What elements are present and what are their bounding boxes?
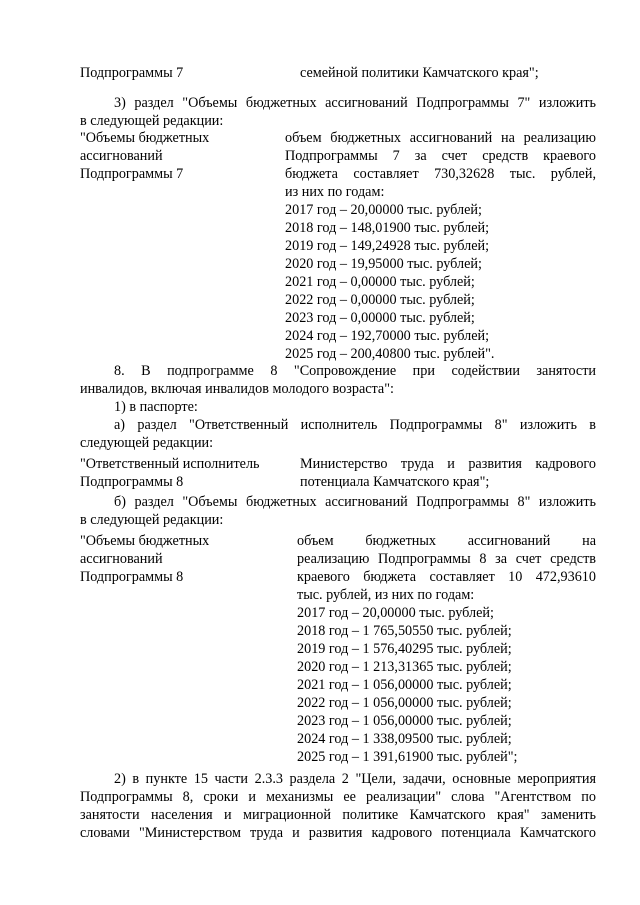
paragraph-item-3-cont: в следующей редакции: [80,113,224,129]
table-cell-left: Подпрограммы 7 [80,65,184,81]
paragraph-item-8-2-line: словами "Министерством труда и развития кадрового потенциала Камчатского [80,825,596,841]
table8b-right-line: 2024 год – 1 338,09500 тыс. рублей; [297,731,512,747]
table7-right-line: 2020 год – 19,95000 тыс. рублей; [285,256,482,272]
table-cell-right: семейной политики Камчатского края"; [300,65,539,81]
paragraph-item-3: 3) раздел "Объемы бюджетных ассигнований Подпрограммы 7" изложить [114,95,596,111]
table7-left-line: Подпрограммы 7 [80,166,184,182]
table8b-right-line: объем бюджетных ассигнований на [297,533,596,549]
paragraph-item-8-a-cont: следующей редакции: [80,435,214,451]
table7-right-line: из них по годам: [285,184,385,200]
table7-right-line: 2023 год – 0,00000 тыс. рублей; [285,310,475,326]
table7-right-line: 2024 год – 192,70000 тыс. рублей; [285,328,490,344]
table8b-left-line: Подпрограммы 8 [80,569,184,585]
table8b-right-line: реализацию Подпрограммы 8 за счет средств [297,551,596,567]
table8b-left-line: ассигнований [80,551,163,567]
table8b-left-line: "Объемы бюджетных [80,533,210,549]
paragraph-item-8-2: 2) в пункте 15 части 2.3.3 раздела 2 "Цели, задачи, основные мероприятия [114,771,596,787]
table7-right-line: 2017 год – 20,00000 тыс. рублей; [285,202,482,218]
paragraph-item-8-2-line: занятости населения и миграционной политике Камчатского края" заменить [80,807,596,823]
table7-right-line: бюджета составляет 730,32628 тыс. рублей, [285,166,596,182]
table8b-right-line: 2025 год – 1 391,61900 тыс. рублей"; [297,749,518,765]
table7-left-line: ассигнований [80,148,163,164]
table8a-right-line: потенциала Камчатского края"; [300,474,490,490]
table7-right-line: 2018 год – 148,01900 тыс. рублей; [285,220,490,236]
table8a-left-line: "Ответственный исполнитель [80,456,260,472]
table8a-left-line: Подпрограммы 8 [80,474,184,490]
paragraph-item-8: 8. В подпрограмме 8 "Сопровождение при содействии занятости [114,363,596,379]
paragraph-item-8-a: а) раздел "Ответственный исполнитель Подпрограммы 8" изложить в [114,417,596,433]
paragraph-item-8-1: 1) в паспорте: [114,399,198,415]
table7-right-line: 2025 год – 200,40800 тыс. рублей". [285,346,495,362]
table8b-right-line: 2018 год – 1 765,50550 тыс. рублей; [297,623,512,639]
table8b-right-line: 2023 год – 1 056,00000 тыс. рублей; [297,713,512,729]
paragraph-item-8-cont: инвалидов, включая инвалидов молодого возраста": [80,381,394,397]
table8b-right-line: тыс. рублей, из них по годам: [297,587,475,603]
table7-right-line: 2021 год – 0,00000 тыс. рублей; [285,274,475,290]
table8b-right-line: краевого бюджета составляет 10 472,93610 [297,569,596,585]
table8b-right-line: 2019 год – 1 576,40295 тыс. рублей; [297,641,512,657]
table7-right-line: 2022 год – 0,00000 тыс. рублей; [285,292,475,308]
table8a-right-line: Министерство труда и развития кадрового [300,456,596,472]
table7-right-line: 2019 год – 149,24928 тыс. рублей; [285,238,490,254]
paragraph-item-8-b: б) раздел "Объемы бюджетных ассигнований Подпрограммы 8" изложить [114,494,596,510]
paragraph-item-8-2-line: Подпрограммы 8, сроки и механизмы ее реализации" слова "Агентством по [80,789,596,805]
table7-left-line: "Объемы бюджетных [80,130,210,146]
table8b-right-line: 2021 год – 1 056,00000 тыс. рублей; [297,677,512,693]
table7-right-line: Подпрограммы 7 за счет средств краевого [285,148,596,164]
table8b-right-line: 2022 год – 1 056,00000 тыс. рублей; [297,695,512,711]
table7-right-line: объем бюджетных ассигнований на реализацию [285,130,596,146]
table8b-right-line: 2020 год – 1 213,31365 тыс. рублей; [297,659,512,675]
table8b-right-line: 2017 год – 20,00000 тыс. рублей; [297,605,494,621]
paragraph-item-8-b-cont: в следующей редакции: [80,512,224,528]
